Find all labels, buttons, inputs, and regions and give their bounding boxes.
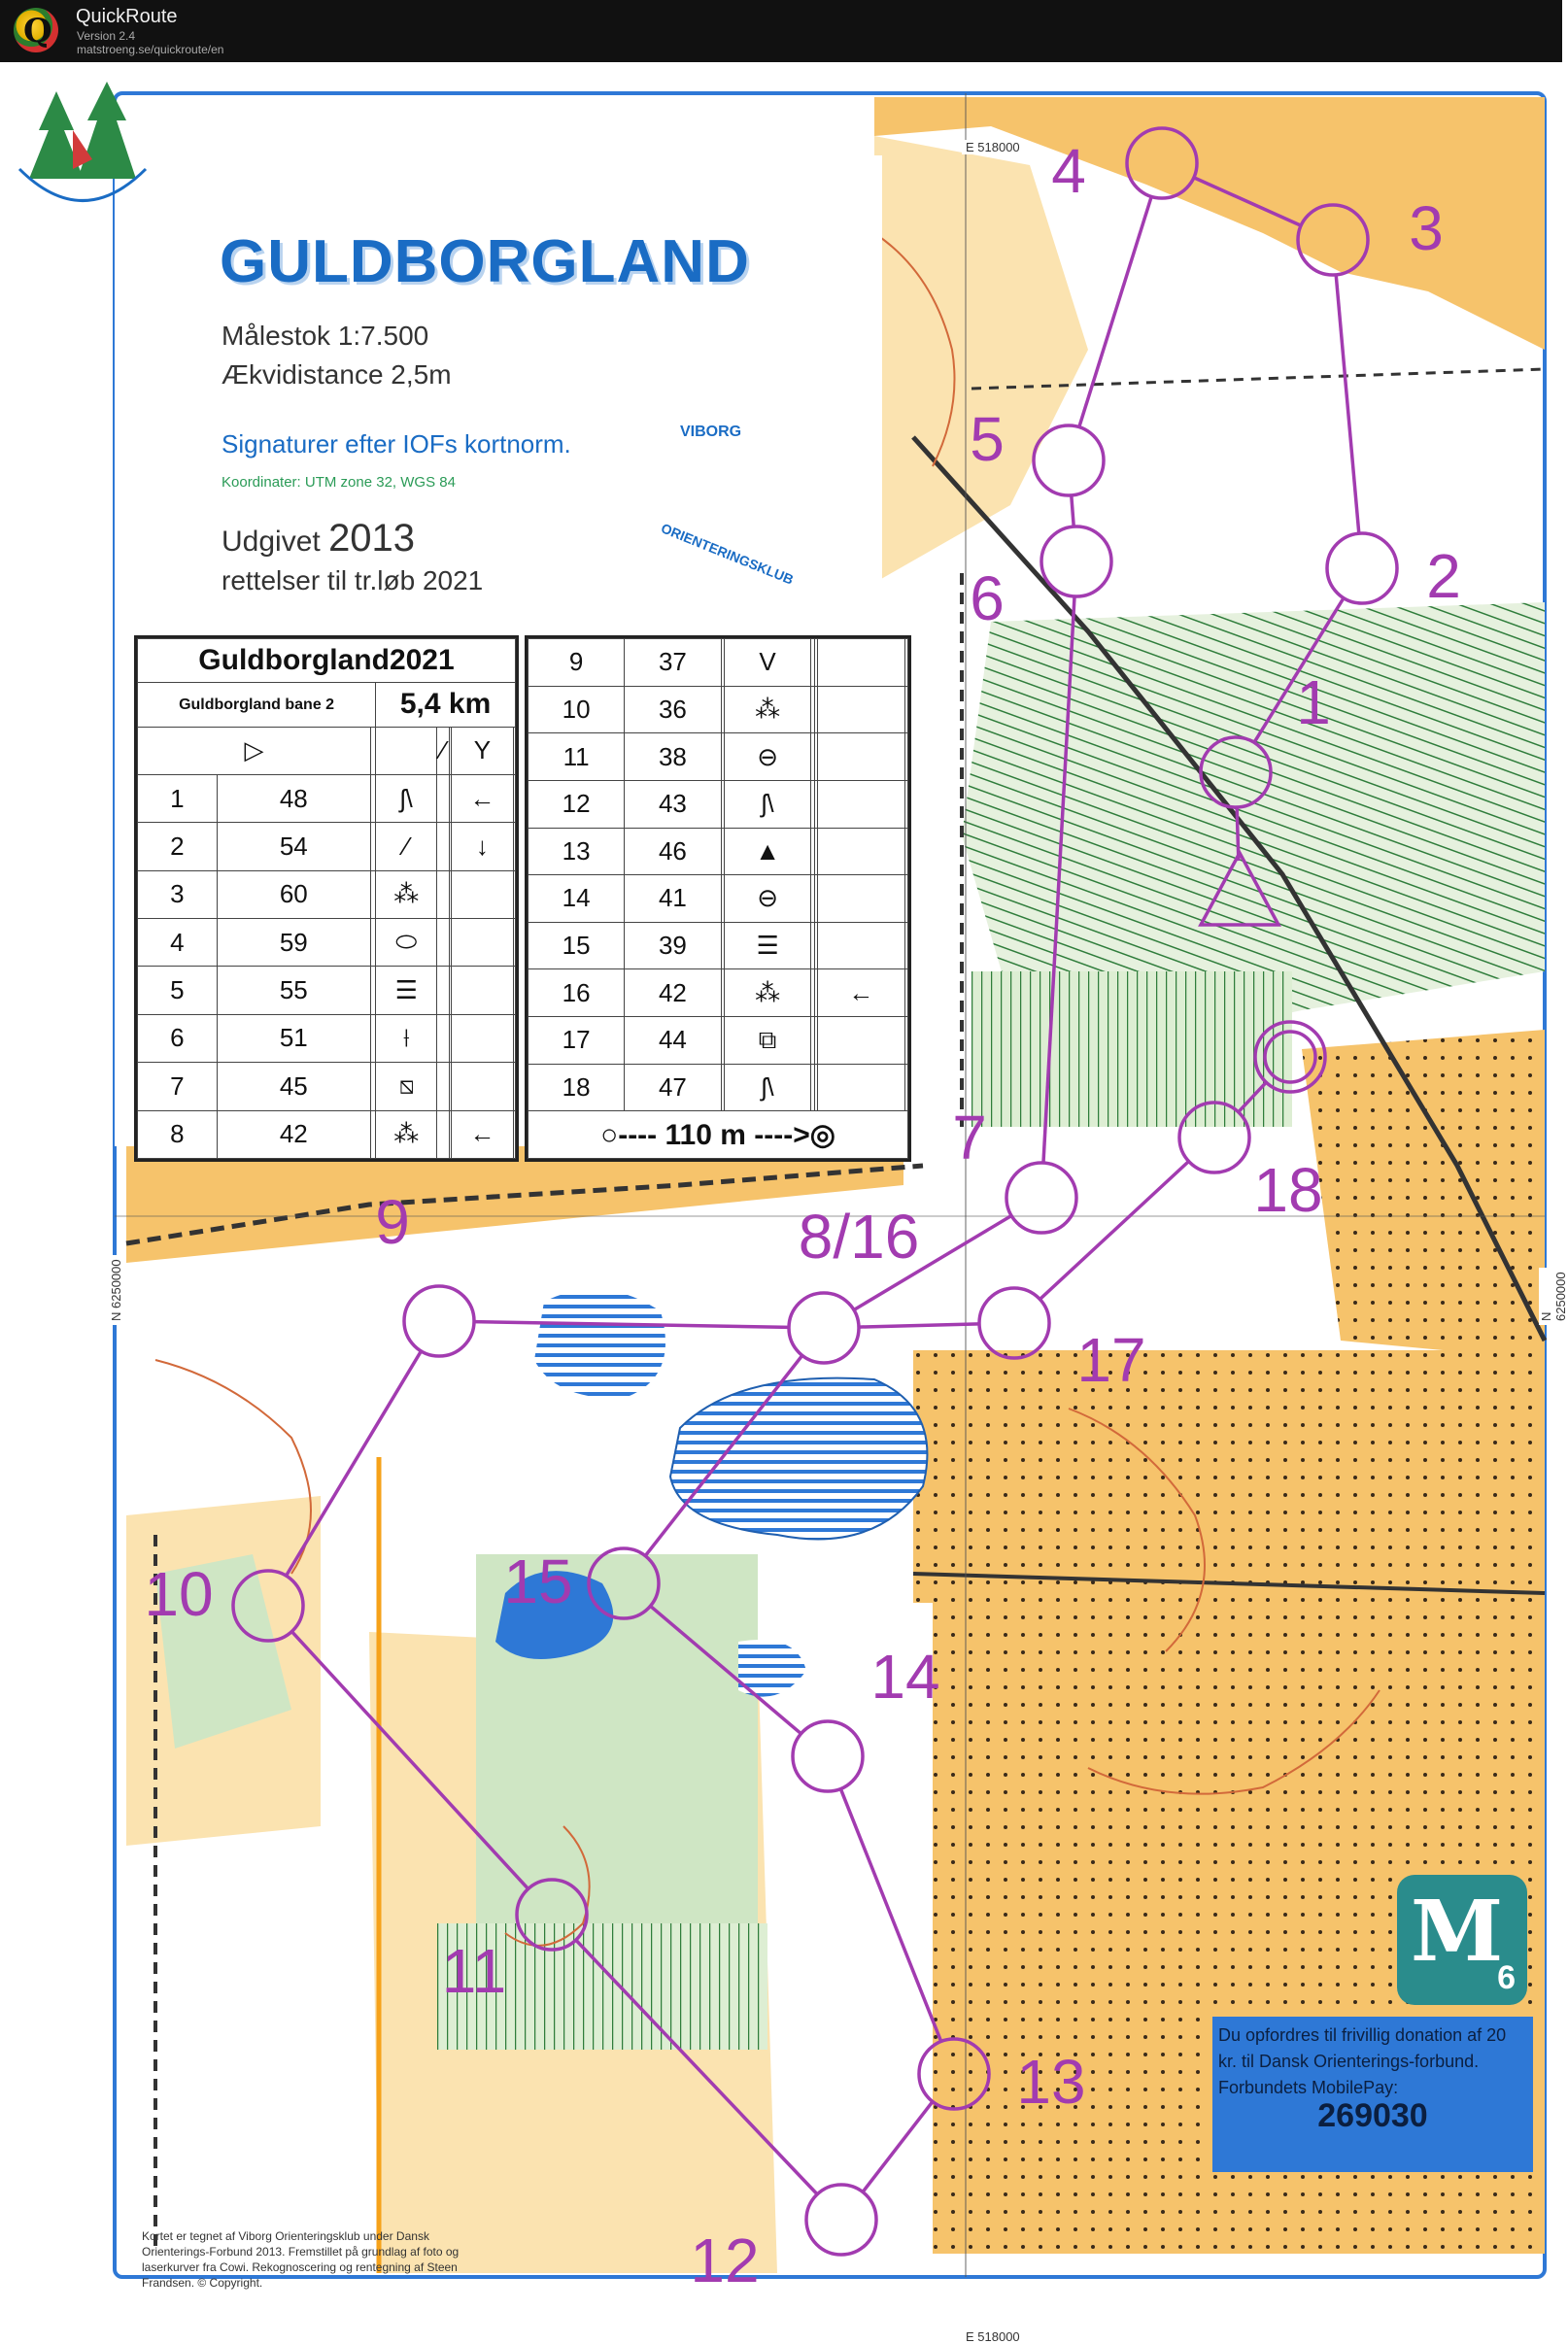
feature-symbol: V [724, 639, 811, 687]
published-line [222, 517, 415, 561]
direction-symbol: ← [817, 969, 904, 1017]
feature-symbol: ⁂ [724, 686, 811, 733]
description-row [528, 1064, 908, 1111]
control-code: 38 [625, 733, 721, 781]
direction-symbol: ← [452, 1110, 513, 1158]
map-coordinates: Koordinater: UTM zone 32, WGS 84 [222, 474, 456, 491]
direction-symbol [817, 733, 904, 781]
control-number: 4 [138, 919, 218, 967]
empty [904, 969, 908, 1017]
feature-symbol: ⁂ [376, 870, 437, 918]
control-number: 18 [528, 1064, 625, 1111]
feature-symbol: ▲ [724, 828, 811, 875]
control-number: 15 [528, 922, 625, 969]
description-row [528, 828, 908, 875]
control-description-left: Guldborgland2021 Guldborgland bane 2 5,4 km ▷ ⁄ Y 1 48 ʃ\ ← 2 54 ⁄ ↓ 3 60 ⁂ 4 59 ⬭ 5 55 ☰ 6 51 ⟊ 7 45 ⧅ 8 42 ⁂ ← [134, 635, 519, 1162]
description-row [138, 774, 516, 822]
app-url: matstroeng.se/quickroute/en [77, 43, 224, 56]
description-row [138, 1014, 516, 1062]
course-length: 5,4 km [376, 683, 516, 727]
control-label: 4 [1051, 136, 1086, 206]
control-code: 45 [217, 1063, 370, 1110]
empty [513, 919, 516, 967]
direction-symbol [452, 967, 513, 1014]
empty [513, 870, 516, 918]
description-row [138, 823, 516, 870]
description-row [528, 922, 908, 969]
empty [904, 828, 908, 875]
direction-symbol [817, 875, 904, 923]
control-code: 48 [217, 774, 370, 822]
corrections-note: rettelser til tr.løb 2021 [222, 565, 484, 595]
empty [437, 1014, 450, 1062]
empty [904, 733, 908, 781]
control-number: 16 [528, 969, 625, 1017]
published-year: 2013 [328, 517, 416, 560]
map-title: GULDBORGLAND [220, 228, 750, 295]
control-number: 12 [528, 780, 625, 828]
direction-symbol [817, 780, 904, 828]
description-row [528, 1017, 908, 1065]
start-triangle-icon: ▷ [138, 727, 371, 774]
feature-symbol: ☰ [724, 922, 811, 969]
feature-symbol: ⁄ [376, 823, 437, 870]
grid-label-right: N 6250000 [1539, 1268, 1568, 1325]
feature-symbol: ʃ\ [724, 780, 811, 828]
control-code: 59 [217, 919, 370, 967]
control-code: 42 [217, 1110, 370, 1158]
app-version: Version 2.4 [77, 29, 136, 43]
control-label: 3 [1409, 193, 1444, 263]
control-code: 47 [625, 1064, 721, 1111]
club-name-bottom: ORIENTERINGSKLUB [659, 520, 797, 588]
control-code: 44 [625, 1017, 721, 1065]
control-number: 13 [528, 828, 625, 875]
finish-distance: ○---- 110 m ---->◎ [528, 1111, 908, 1159]
control-label: 18 [1253, 1155, 1323, 1225]
empty [437, 919, 450, 967]
control-code: 46 [625, 828, 721, 875]
copyright-note: Kortet er tegnet af Viborg Orienteringsklub under Dansk Orienterings-Forbund 2013. Fremstillet på grundlag af foto og laserkurver fra Cowi. Rekognoscering og rentegning af Steen Frandsen. © Copyright. [142, 2229, 460, 2290]
direction-symbol [817, 686, 904, 733]
empty [904, 1064, 908, 1111]
marsh-north [534, 1289, 665, 1399]
control-code: 37 [625, 639, 721, 687]
control-number: 10 [528, 686, 625, 733]
control-code: 36 [625, 686, 721, 733]
control-number: 3 [138, 870, 218, 918]
control-label: 2 [1426, 541, 1461, 611]
empty [904, 1017, 908, 1065]
direction-symbol: ↓ [452, 823, 513, 870]
control-code: 51 [217, 1014, 370, 1062]
description-row [528, 686, 908, 733]
feature-symbol: ⟊ [376, 1014, 437, 1062]
control-number: 1 [138, 774, 218, 822]
direction-symbol [452, 919, 513, 967]
control-number: 9 [528, 639, 625, 687]
direction-symbol [452, 1063, 513, 1110]
feature-symbol: ⧉ [724, 1017, 811, 1065]
description-row [528, 969, 908, 1017]
feature-symbol: ⁂ [376, 1110, 437, 1158]
control-label: 9 [375, 1187, 410, 1257]
empty [904, 875, 908, 923]
map-badge-icon [1397, 1875, 1527, 2005]
grid-label-bottom: E 518000 [962, 2329, 1024, 2344]
empty [904, 780, 908, 828]
description-row [138, 1110, 516, 1158]
contour-interval: Ækvidistance 2,5m [222, 359, 452, 390]
dotted-open-northeast [1302, 1030, 1545, 1360]
badge-letter: M [1411, 1883, 1504, 1981]
control-label: 12 [690, 2225, 760, 2295]
description-row [528, 875, 908, 923]
map-scale: Målestok 1:7.500 [222, 321, 429, 351]
control-number: 11 [528, 733, 625, 781]
club-name: VIBORG [680, 424, 742, 440]
control-number: 17 [528, 1017, 625, 1065]
empty [437, 774, 450, 822]
empty [437, 1110, 450, 1158]
empty [513, 1014, 516, 1062]
control-number: 7 [138, 1063, 218, 1110]
direction-symbol [817, 922, 904, 969]
control-label: 11 [441, 1936, 507, 2006]
control-label: 8/16 [798, 1202, 920, 1272]
donation-text: Du opfordres til frivillig donation af 20 kr. til Dansk Orienterings-forbund. Forbundets MobilePay: [1218, 2025, 1507, 2097]
course-leg [1072, 495, 1074, 527]
control-label: 7 [952, 1103, 987, 1172]
description-row [138, 967, 516, 1014]
control-number: 8 [138, 1110, 218, 1158]
control-label: 1 [1296, 667, 1331, 737]
feature-symbol: ʃ\ [376, 774, 437, 822]
event-name: Guldborgland2021 [138, 639, 516, 683]
control-code: 41 [625, 875, 721, 923]
description-row [138, 919, 516, 967]
control-label: 6 [970, 563, 1005, 633]
feature-symbol: ʃ\ [724, 1064, 811, 1111]
empty [513, 774, 516, 822]
direction-symbol: ← [452, 774, 513, 822]
direction-symbol [817, 639, 904, 687]
orienteering-map[interactable] [0, 62, 1568, 2344]
control-code: 43 [625, 780, 721, 828]
control-description-right [525, 635, 911, 1162]
description-row [528, 639, 908, 687]
empty [437, 870, 450, 918]
empty [513, 967, 516, 1014]
app-name: QuickRoute [76, 6, 178, 27]
control-code: 39 [625, 922, 721, 969]
empty [437, 1063, 450, 1110]
description-row [138, 870, 516, 918]
feature-symbol: ⊖ [724, 875, 811, 923]
empty [904, 686, 908, 733]
empty [904, 639, 908, 687]
course-name: Guldborgland bane 2 [138, 683, 376, 727]
control-number: 6 [138, 1014, 218, 1062]
quickroute-logo-icon: Q [14, 8, 58, 52]
dotted-open-east [913, 1350, 1545, 1603]
control-code: 42 [625, 969, 721, 1017]
title-bar [0, 0, 1562, 62]
description-row [528, 780, 908, 828]
feature-symbol: ⊖ [724, 733, 811, 781]
direction-symbol [817, 1064, 904, 1111]
empty [904, 922, 908, 969]
control-code: 60 [217, 870, 370, 918]
direction-symbol [817, 1017, 904, 1065]
empty [437, 967, 450, 1014]
donation-box [1212, 2017, 1533, 2172]
club-logo-icon [0, 62, 165, 218]
published-label: Udgivet [222, 526, 321, 558]
feature-symbol: ⁂ [724, 969, 811, 1017]
direction-symbol [452, 870, 513, 918]
direction-symbol [817, 828, 904, 875]
grid-label-top: E 518000 [962, 140, 1024, 154]
control-label: 15 [503, 1546, 573, 1616]
description-row [528, 733, 908, 781]
direction-symbol [452, 1014, 513, 1062]
control-number: 5 [138, 967, 218, 1014]
control-number: 14 [528, 875, 625, 923]
control-code: 55 [217, 967, 370, 1014]
notation-standard: Signaturer efter IOFs kortnorm. [222, 429, 571, 459]
control-label: 17 [1076, 1325, 1146, 1395]
badge-number: 6 [1497, 1959, 1516, 1996]
control-label: 14 [870, 1642, 940, 1712]
empty [437, 823, 450, 870]
donation-number: 269030 [1317, 2097, 1428, 2134]
empty [513, 1063, 516, 1110]
description-row [138, 1063, 516, 1110]
empty [513, 823, 516, 870]
control-label: 13 [1016, 2047, 1086, 2117]
control-label: 10 [144, 1559, 214, 1629]
control-code: 54 [217, 823, 370, 870]
feature-symbol: ⬭ [376, 919, 437, 967]
grid-label-left: N 6250000 [109, 1255, 123, 1325]
control-label: 5 [970, 404, 1005, 474]
empty [513, 1110, 516, 1158]
feature-symbol: ☰ [376, 967, 437, 1014]
feature-symbol: ⧅ [376, 1063, 437, 1110]
control-number: 2 [138, 823, 218, 870]
